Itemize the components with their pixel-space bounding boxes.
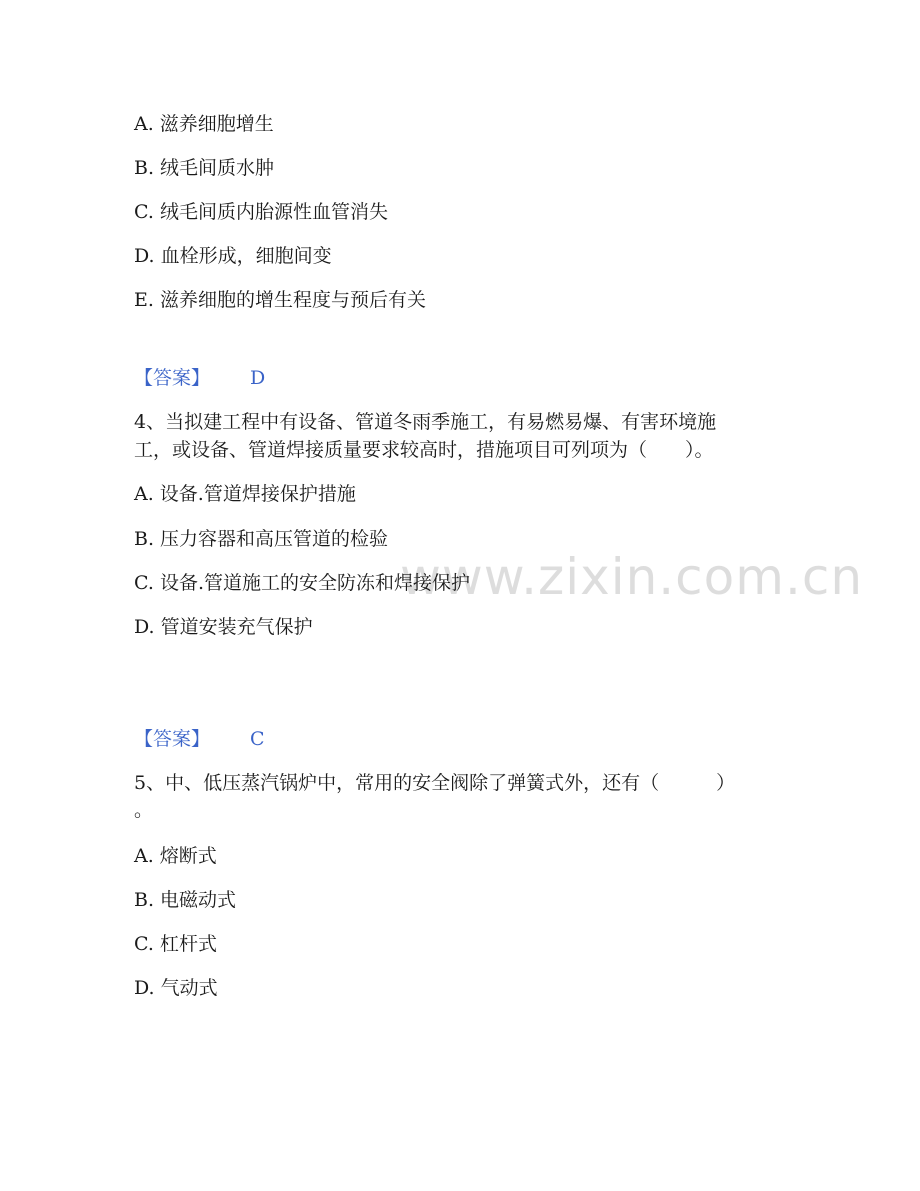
q4-option-b: B. 压力容器和高压管道的检验 [134, 528, 389, 550]
q4-option-c: C. 设备.管道施工的安全防冻和焊接保护 [134, 572, 470, 594]
q5-option-a: A. 熔断式 [134, 845, 217, 867]
answer-label: 【答案】 [134, 728, 211, 750]
q3-option-c: C. 绒毛间质内胎源性血管消失 [134, 201, 388, 223]
q3-answer [134, 366, 265, 390]
answer-label: 【答案】 [134, 367, 211, 389]
q5-option-d: D. 气动式 [134, 977, 218, 999]
q5-stem-line-2: 。 [134, 799, 154, 821]
q3-option-b: B. 绒毛间质水肿 [134, 157, 275, 179]
answer-value: C [250, 728, 265, 750]
q4-stem-line-1: 4、当拟建工程中有设备、管道冬雨季施工，有易燃易爆、有害环境施 [134, 411, 717, 433]
q3-option-e: E. 滋养细胞的增生程度与预后有关 [134, 289, 426, 311]
answer-value: D [250, 367, 266, 389]
q4-answer [134, 727, 265, 751]
q3-option-a: A. 滋养细胞增生 [134, 113, 274, 135]
q5-option-c: C. 杠杆式 [134, 933, 217, 955]
q3-option-d: D. 血栓形成，细胞间变 [134, 245, 332, 267]
q4-stem-line-2: 工，或设备、管道焊接质量要求较高时，措施项目可列项为（ ）。 [134, 439, 714, 461]
q4-option-a: A. 设备.管道焊接保护措施 [134, 483, 356, 505]
q4-option-d: D. 管道安装充气保护 [134, 616, 313, 638]
watermark: www.zixin.com.cn [400, 548, 864, 606]
q5-option-b: B. 电磁动式 [134, 889, 237, 911]
q5-stem-line-1: 5、中、低压蒸汽锅炉中，常用的安全阀除了弹簧式外，还有（ ） [134, 772, 736, 794]
